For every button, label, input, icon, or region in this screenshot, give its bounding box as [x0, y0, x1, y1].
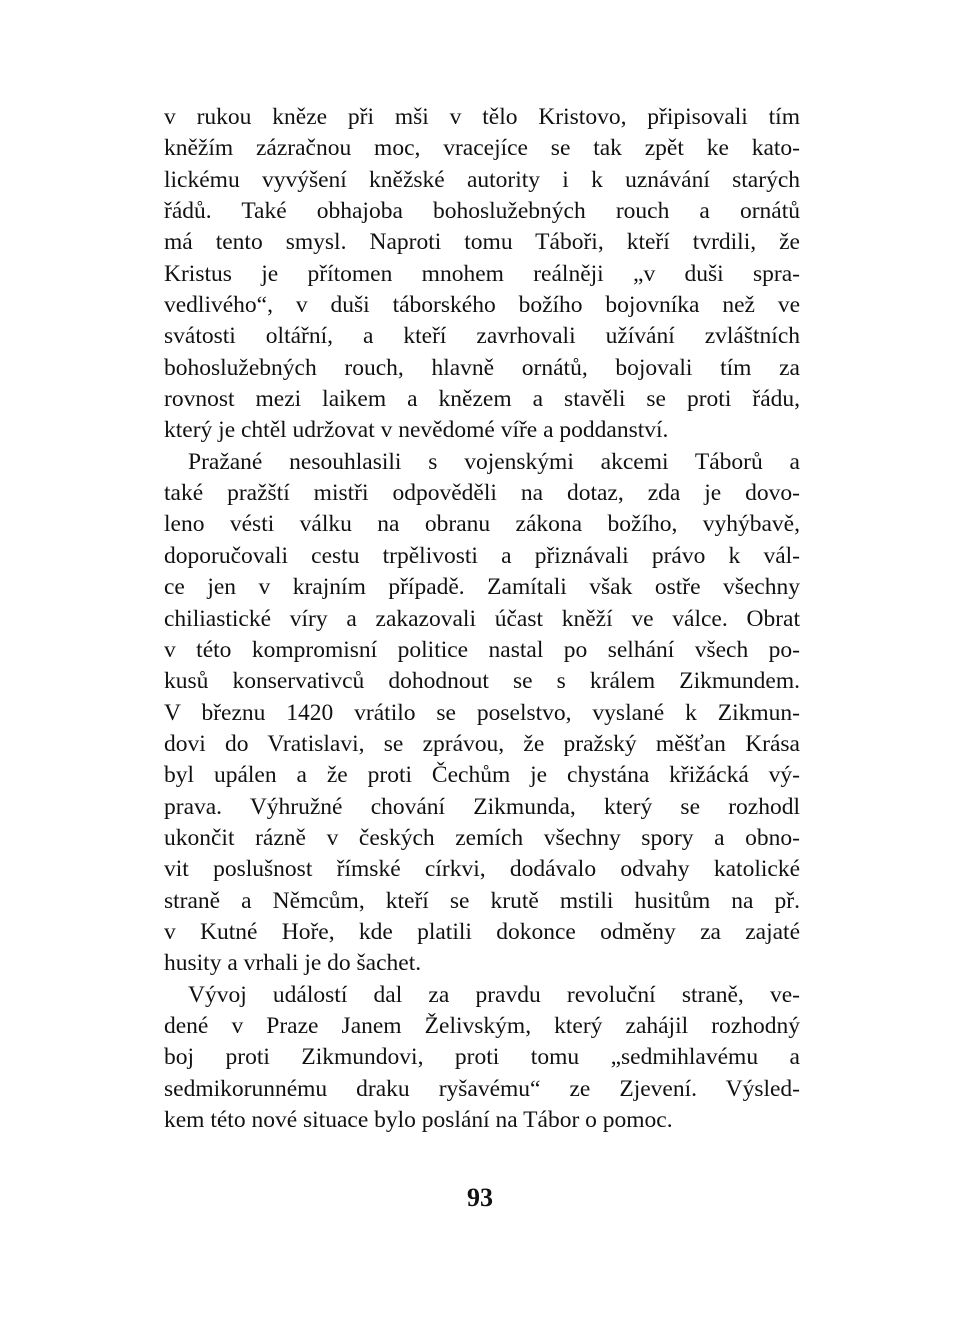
text-line: řádů. Také obhajoba bohoslužebných rouch a ornátů — [164, 198, 800, 225]
text-line: který je chtěl udržovat v nevědomé víře a poddanství. — [164, 417, 669, 444]
text-line: rovnost mezi laikem a knězem a stavěli se proti řádu, — [164, 386, 800, 413]
paragraph — [164, 447, 800, 980]
text-line: doporučovali cestu trpělivosti a přiznávali právo k vál- — [164, 542, 800, 569]
text-line: boj proti Zikmundovi, proti tomu „sedmihlavému a — [164, 1044, 800, 1071]
page-number: 93 — [467, 1183, 493, 1212]
text-line: ce jen v krajním případě. Zamítali však ostře všechny — [164, 574, 800, 601]
text-line: lickému vyvýšení kněžské autority i k uznávání starých — [164, 166, 800, 193]
text-line: Kristus je přítomen mnohem reálněji „v duši spra- — [164, 260, 800, 287]
text-line: kem této nové situace bylo poslání na Tábor o pomoc. — [164, 1107, 673, 1133]
text-line: prava. Výhružné chování Zikmunda, který se rozhodl — [164, 793, 800, 820]
text-line: v Kutné Hoře, kde platili dokonce odměny za zajaté — [164, 918, 800, 945]
text-line: v rukou kněze při mši v tělo Kristovo, připisovali tím — [164, 104, 800, 130]
text-line: sedmikorunnému draku ryšavému“ ze Zjevení. Výsled- — [164, 1075, 800, 1102]
text-line: chiliastické víry a zakazovali účast kněží ve válce. Obrat — [164, 605, 800, 632]
text-line: také pražští mistři odpověděli na dotaz, zda je dovo- — [164, 480, 800, 507]
text-line: kněžím zázračnou moc, vracejíce se tak zpět ke kato- — [164, 135, 800, 162]
text-line: byl upálen a že proti Čechům je chystána křižácká vý- — [164, 762, 800, 789]
text-line: má tento smysl. Naproti tomu Táboři, kteří tvrdili, že — [164, 229, 800, 256]
text-line: vit poslušnost římské církvi, dodávalo odvahy katolické — [164, 856, 800, 883]
text-line: husity a vrhali je do šachet. — [164, 950, 422, 977]
text-line: leno vésti válku na obranu zákona božího, vyhýbavě, — [164, 511, 800, 538]
text-line: ukončit rázně v českých zemích všechny spory a obno- — [164, 824, 800, 851]
text-line: bohoslužebných rouch, hlavně ornátů, bojovali tím za — [164, 354, 800, 381]
text-line: svátosti oltářní, a kteří zavrhovali užívání zvláštních — [164, 323, 800, 350]
text-line: Pražané nesouhlasili s vojenskými akcemi Táborů a — [188, 448, 800, 475]
text-line: v této kompromisní politice nastal po selhání všech po- — [164, 636, 800, 663]
text-line: vedlivého“, v duši táborského božího bojovníka než ve — [164, 292, 800, 319]
text-line: kusů konservativců dohodnout se s králem Zikmundem. — [164, 668, 800, 695]
body-text — [164, 102, 800, 1136]
text-line: dovi do Vratislavi, se zprávou, že pražský měšťan Krása — [164, 730, 800, 757]
text-line: straně a Němcům, kteří se krutě mstili husitům na př. — [164, 887, 800, 914]
text-line: Vývoj událostí dal za pravdu revoluční straně, ve- — [188, 981, 800, 1008]
paragraph — [164, 980, 800, 1137]
text-line: V březnu 1420 vrátilo se poselstvo, vyslané k Zikmun- — [164, 699, 800, 726]
paragraph — [164, 102, 800, 447]
text-line: dené v Praze Janem Želivským, který zahájil rozhodný — [164, 1012, 800, 1039]
